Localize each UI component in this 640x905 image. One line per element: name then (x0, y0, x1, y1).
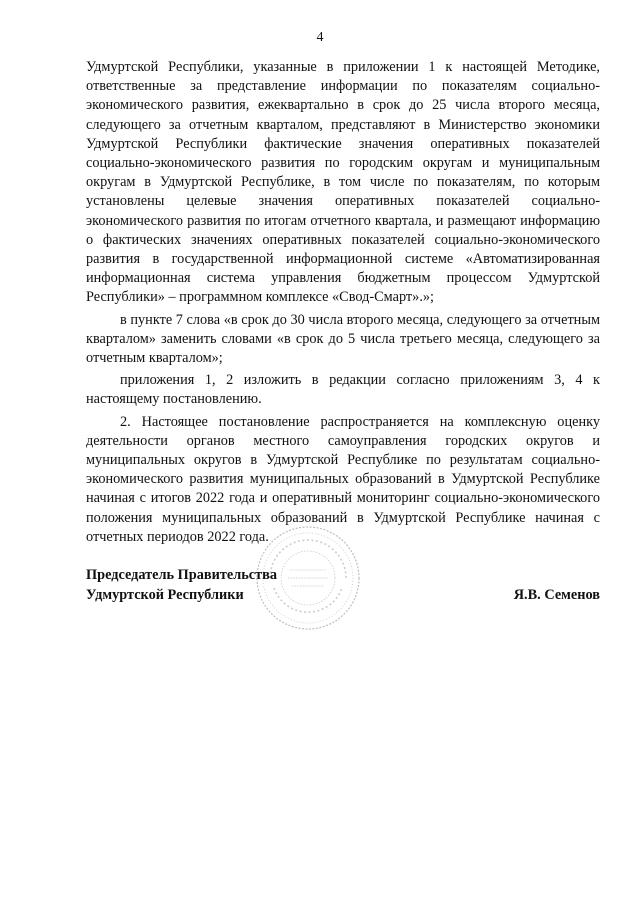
signatory-position (86, 566, 277, 605)
paragraph-section-2: 2. Настоящее постановление распространяется на комплексную оценку деятельности органов местного самоуправления городских округов и муниципальных округов в Удмуртской Республике по результатам социально-экономического развития муниципальных образований в Удмуртской Республике начиная с итогов 2022 года и оперативный мониторинг социально-экономического положения муниципальных образований в Удмуртской Республике начиная с отчетных периодов 2022 года. (86, 413, 600, 545)
signatory-position-line-2: Удмуртской Республики (86, 586, 244, 603)
document-body (86, 58, 600, 550)
signature-block (86, 566, 600, 626)
paragraph-item-7-amendment: в пункте 7 слова «в срок до 30 числа второго месяца, следующего за отчетным кварталом» заменить словами «в срок до 5 числа третьего месяца, следующего за отчетным кварталом»; (86, 311, 600, 367)
page-number: 4 (316, 30, 324, 45)
signatory-position-line-1: Председатель Правительства (86, 567, 278, 583)
paragraph-continuation: Удмуртской Республики, указанные в приложении 1 к настоящей Методике, ответственные за представление информации по показателям социально-экономического развития, ежеквартально в срок до 25 числа второго месяца, следующего за отчетным кварталом, представляют в Министерство экономики Удмуртской Республики фактические значения оперативных показателей социально-экономического развития по городским округам и муниципальным округам в Удмуртской Республике, в том числе по показателям, по которым установлены целевые значения оперативных показателей социально-экономического развития по итогам отчетного квартала, и размещают информацию о фактических значениях оперативных показателей социально-экономического развития в государственной информационной системе «Автоматизированная информационная система управления бюджетным процессом Удмуртской Республики» – программном комплексе «Свод-Смарт».»; (86, 59, 600, 306)
signatory-name: Я.В. Семенов (513, 586, 600, 603)
paragraph-appendices-amendment: приложения 1, 2 изложить в редакции согласно приложениям 3, 4 к настоящему постановлению. (86, 372, 600, 408)
